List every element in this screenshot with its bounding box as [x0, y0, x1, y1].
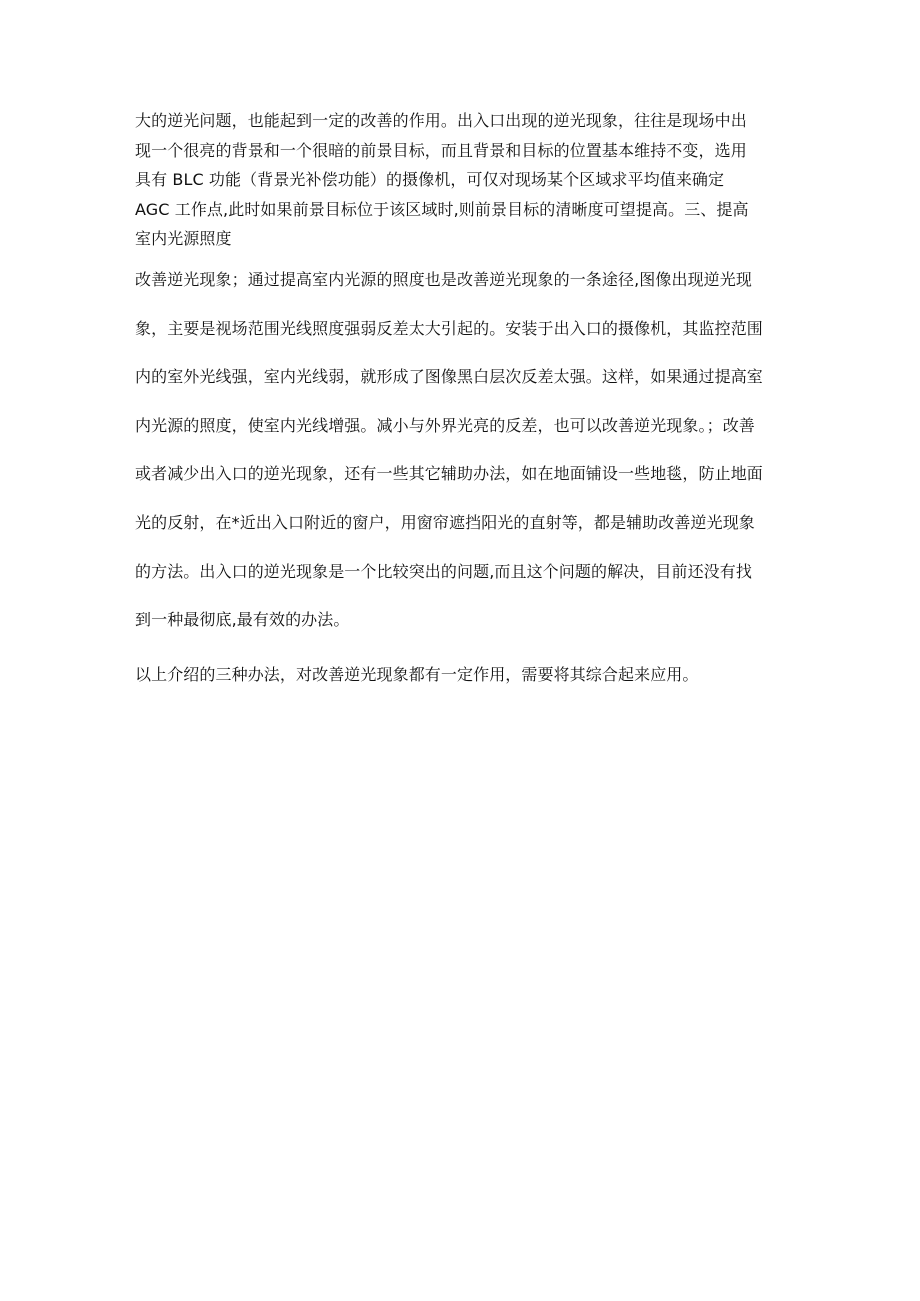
text-line: AGC 工作点,此时如果前景目标位于该区域时,则前景目标的清晰度可望提高。三、提高 — [135, 199, 749, 219]
text-line: 内的室外光线强，室内光线弱，就形成了图像黑白层次反差太强。这样，如果通过提高室 — [135, 367, 763, 387]
text-line: 的方法。出入口的逆光现象是一个比较突出的问题,而且这个问题的解决，目前还没有找 — [135, 561, 752, 581]
paragraph-3 — [135, 661, 795, 689]
text-line: 或者减少出入口的逆光现象，还有一些其它辅助办法，如在地面铺设一些地毯，防止地面 — [135, 464, 763, 484]
text-line: 到一种最彻底,最有效的办法。 — [135, 610, 350, 630]
paragraph-2 — [135, 266, 795, 655]
paragraph-1 — [135, 106, 795, 254]
text-line: 大的逆光问题，也能起到一定的改善的作用。出入口出现的逆光现象，往往是现场中出 — [135, 111, 747, 130]
text-line: 现一个很亮的背景和一个很暗的前景目标，而且背景和目标的位置基本维持不变，选用 — [135, 140, 747, 160]
text-line: 象，主要是视场范围光线照度强弱反差太大引起的。安装于出入口的摄像机，其监控范围 — [135, 318, 763, 338]
text-line: 具有 BLC 功能（背景光补偿功能）的摄像机，可仅对现场某个区域求平均值来确定 — [135, 170, 725, 189]
text-line: 内光源的照度，使室内光线增强。减小与外界光亮的反差，也可以改善逆光现象。；改善 — [135, 415, 755, 435]
text-line: 以上介绍的三种办法，对改善逆光现象都有一定作用，需要将其综合起来应用。 — [135, 665, 699, 684]
text-line: 改善逆光现象；通过提高室内光源的照度也是改善逆光现象的一条途径,图像出现逆光现 — [135, 270, 752, 289]
text-line: 室内光源照度 — [135, 229, 232, 248]
text-line: 光的反射，在*近出入口附近的窗户，用窗帘遮挡阳光的直射等，都是辅助改善逆光现象 — [135, 512, 755, 532]
